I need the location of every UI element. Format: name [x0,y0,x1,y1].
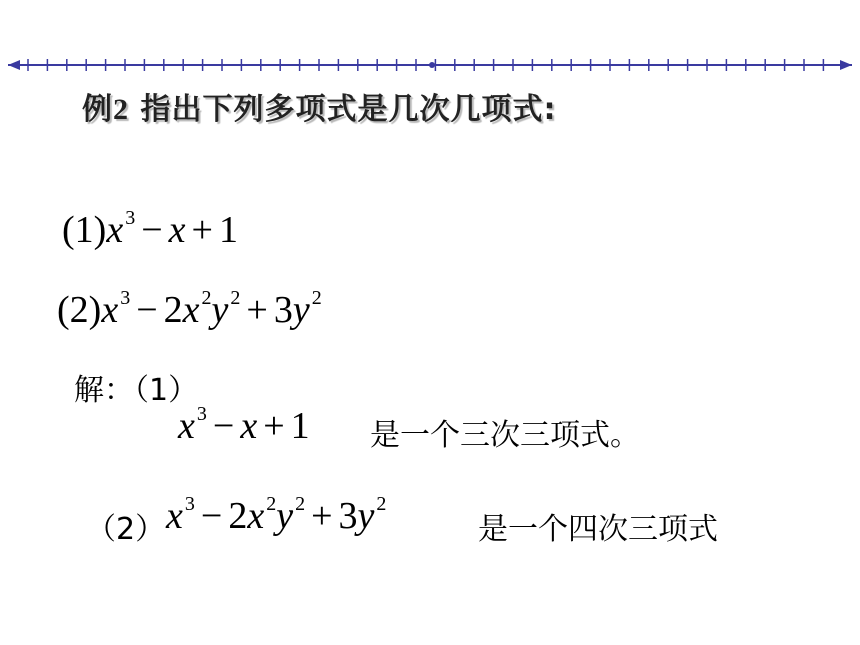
exponent: 3 [184,493,195,515]
exponent: 2 [266,493,277,515]
exponent: 3 [125,207,136,229]
problem-1 [62,208,238,252]
variable: y [357,495,375,537]
solution-heading: 解：（1） [74,373,199,408]
variable: y [211,289,229,331]
solution-1-answer: 是一个三次三项式。 [370,418,640,453]
origin-dot [429,62,435,68]
exponent: 3 [196,403,207,425]
operator: + [191,209,213,251]
exponent: 2 [230,287,241,309]
coefficient: 1 [290,405,310,447]
coefficient: 2 [228,495,248,537]
right-arrow-icon [840,60,852,70]
operator: + [311,495,333,537]
variable: x [182,289,200,331]
variable: x [240,405,258,447]
operator: + [246,289,268,331]
operator: − [141,209,163,251]
problem-index: (1) [62,209,107,251]
solution-2-expression [166,494,386,538]
variable: x [168,209,186,251]
operator: − [200,495,223,537]
coefficient: 3 [273,289,293,331]
operator: + [263,405,285,447]
variable: x [106,209,124,251]
variable: x [247,495,265,537]
variable: y [292,289,310,331]
polynomial-expression [101,289,321,331]
exponent: 3 [120,287,131,309]
variable: x [101,289,119,331]
number-line-decoration [0,50,860,80]
example-label: 例2 [82,93,129,126]
exponent: 2 [311,287,322,309]
left-arrow-icon [8,60,20,70]
example-title [82,84,556,128]
coefficient: 2 [163,289,183,331]
problem-2 [57,288,322,332]
exponent: 2 [201,287,212,309]
variable: x [166,495,183,537]
polynomial-expression [106,209,238,251]
operator: − [136,289,158,331]
variable: y [276,495,294,537]
solution-2-answer: 是一个四次三项式 [478,512,718,547]
example-instruction: 指出下列多项式是几次几项式: [140,92,557,127]
problem-index: (2) [57,289,102,331]
operator: − [212,405,235,447]
solution-1-expression [178,404,310,448]
coefficient: 1 [218,209,238,251]
coefficient: 3 [338,495,358,537]
exponent: 2 [376,493,387,515]
solution-2-label: （2） [86,512,166,547]
exponent: 2 [295,493,306,515]
variable: x [178,405,195,447]
